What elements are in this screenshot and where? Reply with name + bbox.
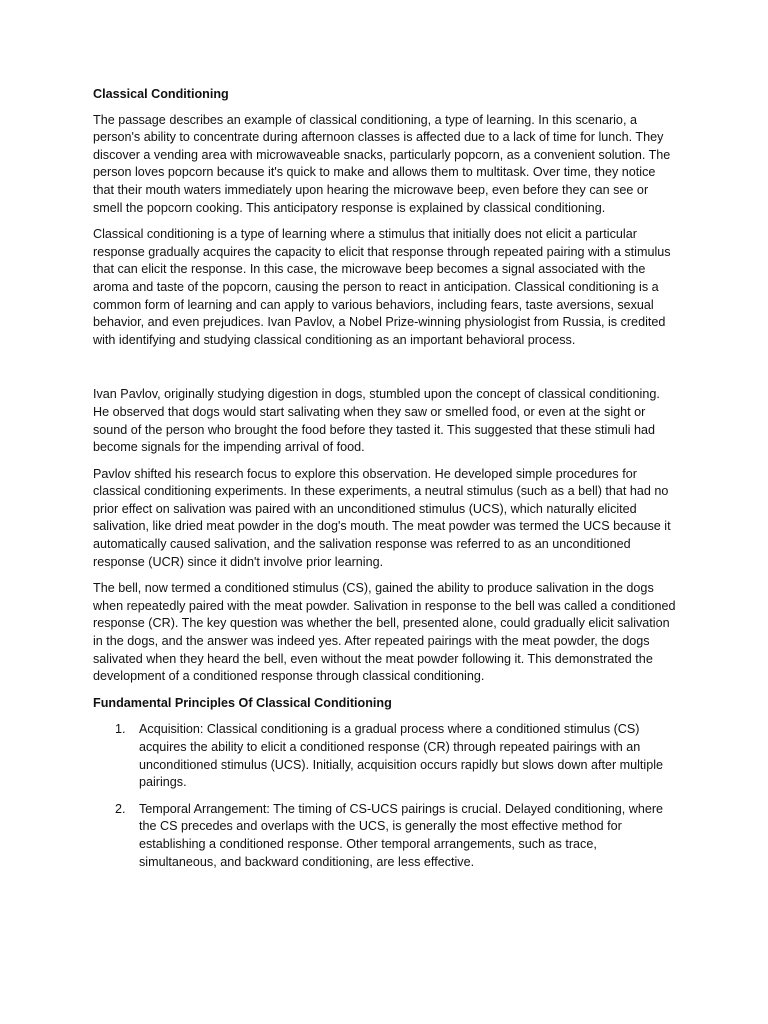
list-item <box>93 801 677 871</box>
list-item-text: Acquisition: Classical conditioning is a gradual process where a conditioned stimulus (CS) acquires the ability to elicit a conditioned response (CR) through repeated pairings with an unconditioned stimulus (UCS). Initially, acquisition occurs rapidly but slows down after multiple pairings. <box>139 722 664 790</box>
paragraph-definition: Classical conditioning is a type of learning where a stimulus that initially does not elicit a particular response gradually acquires the capacity to elicit that response through repeated pairing with a stimulus that can elicit the response. In this case, the microwave beep becomes a signal associated with the aroma and taste of the popcorn, causing the person to react in anticipation. Classical conditioning is a common form of learning and can apply to various behaviors, including fears, taste aversions, sexual behavior, and even prejudices. Ivan Pavlov, a Nobel Prize-winning physiologist from Russia, is credited with identifying and studying classical conditioning as an important behavioral process. <box>93 227 671 347</box>
list-item <box>93 721 677 791</box>
paragraph-intro: The passage describes an example of classical conditioning, a type of learning. In this scenario, a person's ability to concentrate during afternoon classes is affected due to a lack of time for lunch. They discover a vending area with microwaveable snacks, particularly popcorn, as a convenient solution. The person loves popcorn because it's quick to make and allows them to multitask. Over time, they notice that their mouth waters immediately upon hearing the microwave beep, even before they can see or smell the popcorn cooking. This anticipatory response is explained by classical conditioning. <box>93 112 671 215</box>
document-page <box>93 86 677 880</box>
list-item-number: 1. <box>115 722 126 737</box>
list-item-text: Temporal Arrangement: The timing of CS-UCS pairings is crucial. Delayed conditioning, where the CS precedes and overlaps with the UCS, is generally the most effective method for establishing a conditioned response. Other temporal arrangements, such as trace, simultaneous, and backward conditioning, are less effective. <box>139 801 664 869</box>
section-gap <box>93 358 677 386</box>
paragraph-pavlov-experiments: Pavlov shifted his research focus to explore this observation. He developed simple procedures for classical conditioning experiments. In these experiments, a neutral stimulus (such as a bell) that had no prior effect on salivation was paired with an unconditioned stimulus (UCS), which naturally elicited salivation, like dried meat powder in the dog's mouth. The meat powder was termed the UCS because it automatically caused salivation, and the salivation response was referred to as an unconditioned response (UCR) since it didn't involve prior learning. <box>93 466 671 569</box>
paragraph-pavlov-discovery: Ivan Pavlov, originally studying digestion in dogs, stumbled upon the concept of classical conditioning. He observed that dogs would start salivating when they saw or smelled food, or even at the sight or sound of the person who brought the food before they tasted it. This suggested that these stimuli had become signals for the impending arrival of food. <box>93 387 660 455</box>
document-title: Classical Conditioning <box>93 87 229 101</box>
paragraph-conditioned-stimulus: The bell, now termed a conditioned stimulus (CS), gained the ability to produce salivation in the dogs when repeatedly paired with the meat powder. Salivation in response to the bell was called a conditioned response (CR). The key question was whether the bell, presented alone, could gradually elicit salivation in the dogs, and the answer was indeed yes. After repeated pairings with the meat powder, the dogs salivated when they heard the bell, even without the meat powder following it. This demonstrated the development of a conditioned response through classical conditioning. <box>93 581 676 684</box>
list-item-number: 2. <box>115 801 126 816</box>
section-heading: Fundamental Principles Of Classical Conditioning <box>93 695 392 710</box>
principles-list <box>93 721 677 871</box>
